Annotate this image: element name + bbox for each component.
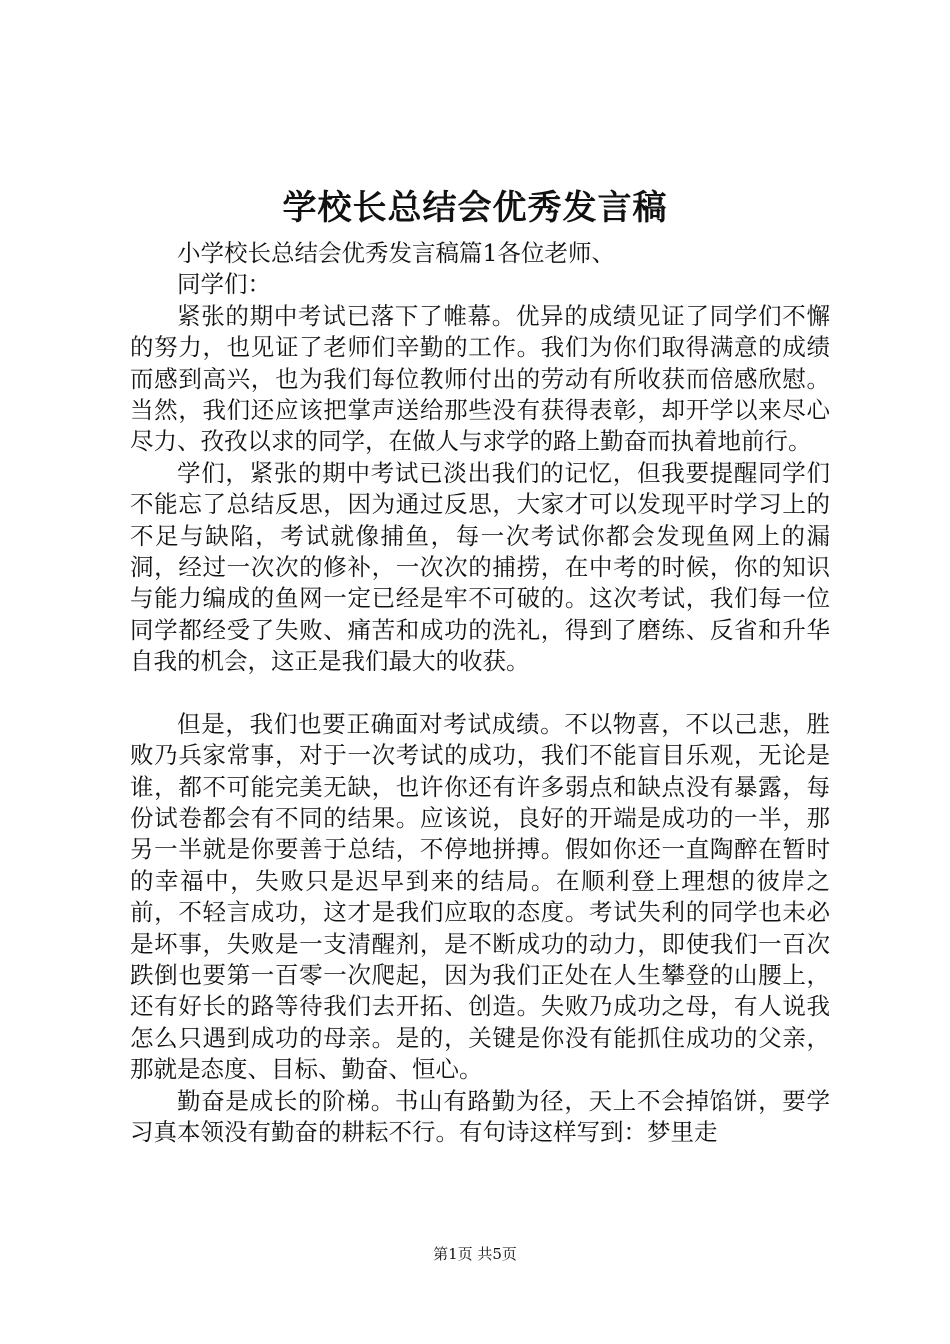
paragraph-intro: 小学校长总结会优秀发言稿篇1各位老师、 <box>177 239 615 267</box>
paragraph: 学们，紧张的期中考试已淡出我们的记忆，但我要提醒同学们不能忘了总结反思，因为通过反思，大家才可以发现平时学习上的不足与缺陷，考试就像捕鱼，每一次考试你都会发现鱼网上的漏洞，经过一次次的修补，一次次的捕捞，在中考的时候，你的知识与能力编成的鱼网一定已经是牢不可破的。这次考试，我们每一位同学都经受了失败、痛苦和成功的洗礼，得到了磨练、反省和升华自我的机会，这正是我们最大的收获。 <box>130 458 830 676</box>
document-body <box>130 238 830 1148</box>
document-title: 学校长总结会优秀发言稿 <box>282 188 668 228</box>
paragraph-salutation: 同学们： <box>177 270 271 299</box>
paragraph: 勤奋是成长的阶梯。书山有路勤为径，天上不会掉馅饼，要学习真本领没有勤奋的耕耘不行。有句诗这样写到：梦里走 <box>130 1086 830 1146</box>
page-number: 第1页 共5页 <box>433 1245 517 1263</box>
paragraph: 但是，我们也要正确面对考试成绩。不以物喜，不以己悲，胜败乃兵家常事，对于一次考试的成功，我们不能盲目乐观，无论是谁，都不可能完美无缺，也许你还有许多弱点和缺点没有暴露，每份试卷都会有不同的结果。应该说，良好的开端是成功的一半，那另一半就是你要善于总结，不停地拼搏。假如你还一直陶醉在暂时的幸福中，失败只是迟早到来的结局。在顺利登上理想的彼岸之前，不轻言成功，这才是我们应取的态度。考试失利的同学也未必是坏事，失败是一支清醒剂，是不断成功的动力，即使我们一百次跌倒也要第一百零一次爬起，因为我们正处在人生攀登的山腰上，还有好长的路等待我们去开拓、创造。失败乃成功之母，有人说我怎么只遇到成功的母亲。是的，关键是你没有能抓住成功的父亲，那就是态度、目标、勤奋、恒心。 <box>130 709 830 1084</box>
paragraph: 紧张的期中考试已落下了帷幕。优异的成绩见证了同学们不懈的努力，也见证了老师们辛勤的工作。我们为你们取得满意的成绩而感到高兴，也为我们每位教师付出的劳动有所收获而倍感欣慰。当然，我们还应该把掌声送给那些没有获得表彰，却开学以来尽心尽力、孜孜以求的同学，在做人与求学的路上勤奋而执着地前行。 <box>130 301 830 456</box>
